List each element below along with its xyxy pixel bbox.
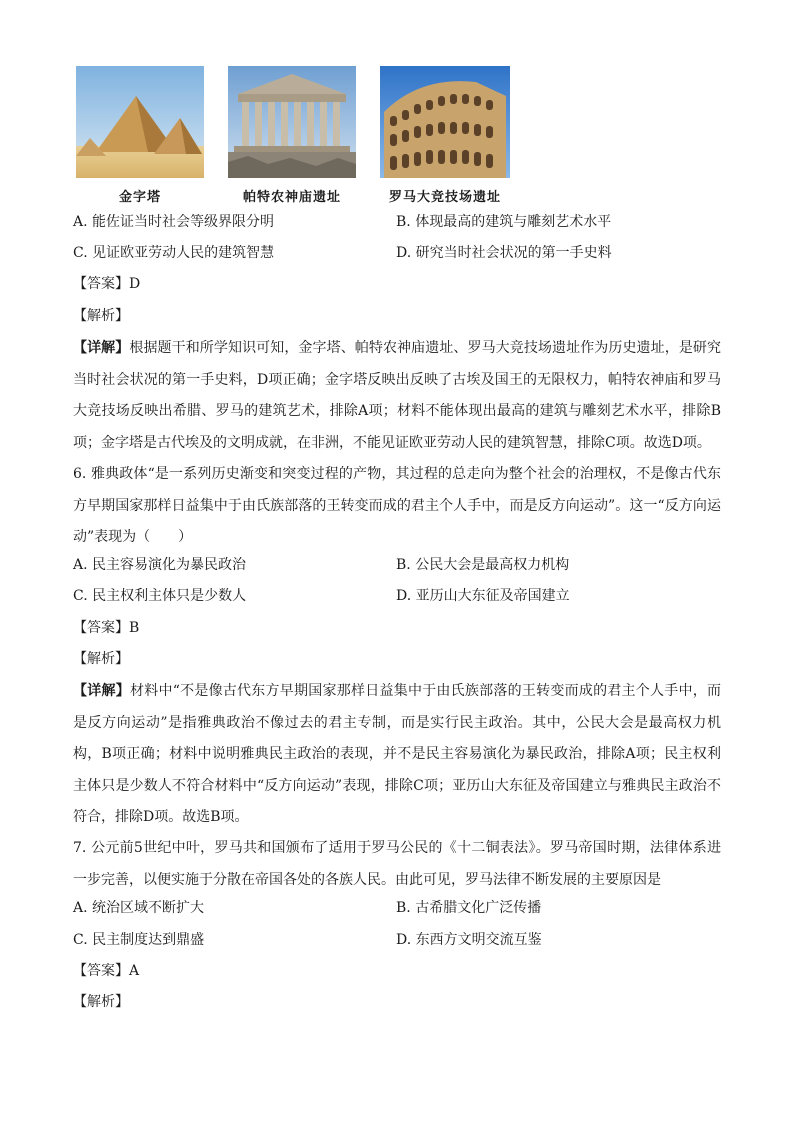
q7-option-b: B. 古希腊文化广泛传播	[396, 900, 542, 916]
q5-detail-tag: 【详解】	[73, 340, 130, 356]
q6-option-c: C. 民主权利主体只是少数人	[73, 588, 247, 604]
q7-option-c: C. 民主制度达到鼎盛	[73, 932, 205, 948]
q5-detail	[73, 333, 721, 459]
parthenon-figure	[228, 66, 356, 205]
question-5-images	[76, 66, 516, 206]
pyramid-photo-icon	[76, 66, 204, 178]
q6-option-b: B. 公民大会是最高权力机构	[396, 557, 570, 573]
q5-option-b: B. 体现最高的建筑与雕刻艺术水平	[396, 214, 612, 230]
q6-option-d: D. 亚历山大东征及帝国建立	[396, 588, 570, 604]
q6-detail-text: 材料中“不是像古代东方早期国家那样日益集中于由氏族部落的王转变而成的君主个人手中，而是反方向运动”是指雅典政治不像过去的君主专制，而是实行民主政治。其中，公民大会是最高权力机构，B项正确；材料中说明雅典民主政治的表现，并不是民主容易演化为暴民政治，排除A项；民主权利主体只是少数人不符合材料中“反方向运动”表现，排除C项；亚历山大东征及帝国建立与雅典民主政治不符合，排除D项。故选B项。	[73, 683, 722, 825]
q5-option-d: D. 研究当时社会状况的第一手史料	[396, 245, 612, 261]
q6-stem: 6. 雅典政体“是一系列历史渐变和突变过程的产物，其过程的总走向为整个社会的治理权，不是像古代东方早期国家那样日益集中于由氏族部落的王转变而成的君主个人手中，而是反方向运动”。这一“反方向运动”表现为（ ）	[73, 466, 721, 545]
q6-detail-tag: 【详解】	[73, 683, 130, 699]
q7-analysis-label: 【解析】	[73, 994, 129, 1010]
image-caption: 罗马大竞技场遗址	[388, 190, 501, 205]
q7-option-d: D. 东西方文明交流互鉴	[396, 932, 542, 948]
q5-option-c: C. 见证欧亚劳动人民的建筑智慧	[73, 245, 275, 261]
q6-detail	[73, 676, 721, 834]
q5-option-a: A. 能佐证当时社会等级界限分明	[73, 214, 275, 230]
pyramid-figure	[76, 66, 204, 205]
q7-option-a: A. 统治区域不断扩大	[73, 900, 205, 916]
colosseum-figure	[380, 66, 510, 205]
q6-answer: 【答案】B	[73, 620, 140, 636]
q6-option-a: A. 民主容易演化为暴民政治	[73, 557, 247, 573]
image-caption: 帕特农神庙遗址	[242, 190, 341, 205]
q7-answer: 【答案】A	[73, 963, 140, 979]
q5-analysis-label: 【解析】	[73, 308, 129, 324]
q5-answer: 【答案】D	[73, 276, 141, 292]
colosseum-photo-icon	[380, 66, 510, 178]
parthenon-photo-icon	[228, 66, 356, 178]
q6-analysis-label: 【解析】	[73, 651, 129, 667]
image-caption: 金字塔	[118, 190, 161, 205]
q5-detail-text: 根据题干和所学知识可知，金字塔、帕特农神庙遗址、罗马大竞技场遗址作为历史遗址，是研究当时社会状况的第一手史料，D项正确；金字塔反映出反映了古埃及国王的无限权力，帕特农神庙和罗马大竞技场反映出希腊、罗马的建筑艺术，排除A项；材料不能体现出最高的建筑与雕刻艺术水平，排除B项；金字塔是古代埃及的文明成就，在非洲，不能见证欧亚劳动人民的建筑智慧，排除C项。故选D项。	[73, 340, 722, 451]
q7-stem: 7. 公元前5世纪中叶，罗马共和国颁布了适用于罗马公民的《十二铜表法》。罗马帝国时期，法律体系进一步完善，以便实施于分散在帝国各处的各族人民。由此可见，罗马法律不断发展的主要原因是	[73, 840, 721, 888]
